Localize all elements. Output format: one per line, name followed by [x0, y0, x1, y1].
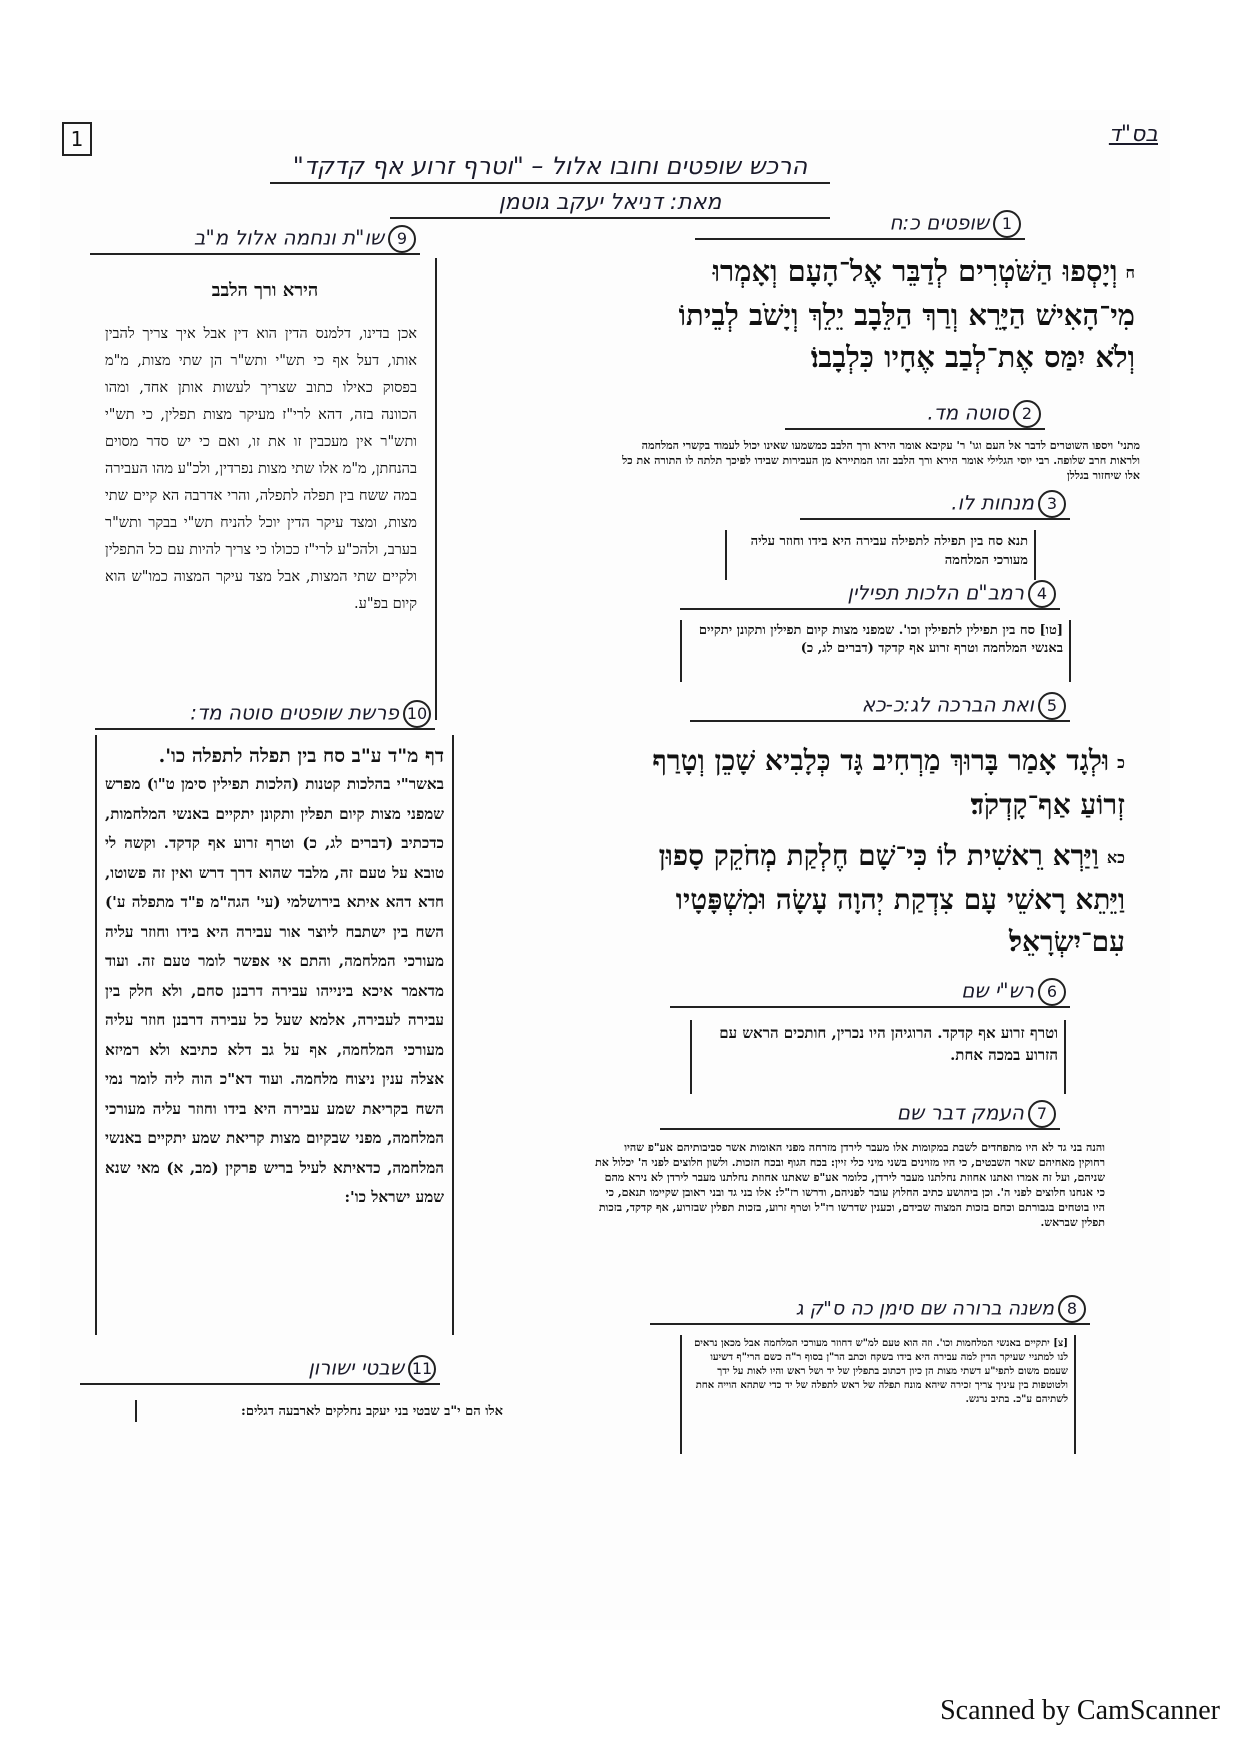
nechama-text: אכן בדינו, דלמנס הדין הוא דין אבל איך צריך להבין אותו, דעל אף כי תש"י ותש"ר הן שתי מצות, מ"מ בפסוק כאילו כתוב שצריך לעשות אותן אחד, ומהו הכוונה בזה, דהא לרי"ז מעיקר מצות תפלין, כי תש"י ותש"ר אין מעכבין זו את זו, ואם כי יש סדר מסוים בהנחתן, מ"מ אלו שתי מצות נפרדין, ולכ"ע מהו העבירה במה ששח בין תפלה לתפלה, והרי אדרבה הא קיים שתי מצות, ומצד עיקר הדין יוכל להניח תש"י בבקר ותש"ר בערב, ולהכ"ע לרי"ז ככולו כי צריך להיות עם כל התפלין ולקיים שתי המצות, אבל מצד עיקר המצוה כמו"ש הוא קיום בפ"ע. — [105, 326, 417, 612]
rambam-text: [טו] סח בין תפילין לתפילין וכו'. שמפני מצות קיום תפילין ותקונן יתקיים באנשי המלחמה וטרף זרוע אף קדקד (דברים לג, כ) — [698, 623, 1063, 656]
source-2-heading — [785, 400, 1045, 430]
source-10-heading — [95, 700, 435, 730]
source-7-heading — [660, 1100, 1060, 1130]
mishna-berura-box — [680, 1335, 1076, 1454]
page-subtitle: מאת: דניאל יעקב גוטמן — [390, 190, 830, 219]
source-6-heading — [670, 978, 1070, 1008]
verse-1 — [635, 250, 1135, 378]
page-number: 1 — [70, 127, 84, 151]
haamek-text: והנה בני גד לא היו מתפחדים לשבת במקומות אלו מעבר לירדן מזרחה מפני האומות אשר סביבותיהם אע"פ שהיו רחוקין מאחיהם שאר השבטים, כי היו מזוינים בשני מיני כלי זיין: בכח הגוף ובכח הזכות. ולשון חלוצים לפני ה' יכלול את שניהם, ועל זה אמרו ואתנו אחוזת נחלתנו מעבר לירדן, כלומר אע"פ שאתנו אחוזת נחלתנו מעבר לירדן לא נירא מהם כי אנחנו חלוצים לפני ה'. וכן ביהושע כתיב החלוץ עובר לפניהם, ודרשו רז"ל: אלו בני גד ובני ראובן שקיימו תנאם, כי היו בוטחים בגבורתם וכחם בזכות המצוה שבידם, וכענין שדרשו רז"ל וטרף זרוע, בזכות תפלין שבזרוע, אף קדקד, בזכות תפלין שבראש. — [595, 1141, 1105, 1229]
source-9-heading — [90, 225, 420, 255]
source-7-label: העמק דבר שם — [896, 1100, 1024, 1125]
rambam-box — [680, 620, 1071, 682]
source-3-heading — [800, 490, 1070, 520]
rashi-box — [690, 1020, 1066, 1094]
source-3-number: 3 — [1038, 490, 1066, 518]
verse-3-number: כא — [1106, 847, 1125, 867]
source-2-label: סוטה מד. — [927, 400, 1009, 425]
page-number-box — [62, 122, 92, 156]
parasha-title: דף מ"ד ע"ב סח בין תפלה לתפלה כו'. — [158, 745, 444, 767]
verse-2-block — [600, 740, 1125, 826]
source-1-heading — [695, 210, 1025, 240]
mishna-berura-text: [צ] יתקיים באנשי המלחמות וכו'. וזה הוא טעם למ"ש דחוזר מעורכי המלחמה אבל מכאן נראים לנו למתניי שעיקר הדין למה עבירה היא בידו בשקח וכתב הר"ן בסוף ר"ה כשם הרי"ף דשיעו שעמם משום לתפי"ע דשתי מצות הן כיון דכתוב בתפלין של יד ושל ראש והיו לאות על ידך ולטוטפות בין עיניך צריך זכירה שיהא מונח תפלה של ראש לתפלה של יד כדי שתהא הוייה אחת לשתיהם ע"כ. בתיב נרגש. — [694, 1338, 1068, 1405]
source-5-label: ואת הברכה לג:כ-כא — [861, 692, 1034, 717]
page-title: הרכש שופטים וחובו אלול – "וטרף זרוע אף קדקד" — [270, 152, 830, 184]
menachot-text: תנא סח בין תפילה לתפילה עבירה היא בידו וחוזר עליה מעורכי המלחמה — [750, 534, 1028, 568]
verse-3-text: וַיַּרְא רֵאשִׁית לוֹ כִּי־שָׁם חֶלְקַת מְחֹקֵק סָפוּן וַיֵּתֵא רָאשֵׁי עָם צִדְקַת יְהוָה עָשָׂה וּמִשְׁפָּטָיו עִם־יִשְׂרָאֵל׃ — [658, 839, 1125, 958]
shivtei-text: אלו הם י"ב שבטי בני יעקב נחלקים לארבעה דגלים: — [135, 1400, 509, 1422]
source-9-label: שו"ת ונחמה אלול מ"ב — [193, 225, 384, 250]
verse-2 — [600, 740, 1125, 826]
parasha-text: באשר"י בהלכות קטנות (הלכות תפילין סימן ט"ו) מפרש שמפני מצות קיום תפלין ותקונן יתקיים באנשי המלחמות, כדכתיב (דברים לג, כ) וטרף זרוע אף קדקד. וקשה לי טובא על טעם זה, מלבד שהוא דרך דרש ואין זה פשוטו, חדא דהא איתא בירושלמי (עי' הגה"מ פ"ד מתפלה ע') השח בין ישתבח ליוצר אור עבירה היא בידו וחוזר עליה מעורכי המלחמה, והתם אי אפשר לומר טעם זה. ועוד מדאמר איכא בינייהו עבירה דרבנן סחם, ולא חלק בין עבירה לעבירה, אלמא שעל כל עבירה דרבנן חוזר עליה מעורכי המלחמה, אף על גב דלא כתיבא ולא רמיזא אצלה ענין ניצוח מלחמה. ועוד דא"כ הוה ליה לומר נמי השח בקריאת שמע עבירה היא בידו וחוזר עליה מעורכי המלחמה, מפני שבקיום מצות קריאת שמע יתקיים באנשי המלחמה, כדאיתא לעיל בריש פרקין (מב, א) מאי שנא שמע ישראל כו': — [105, 775, 444, 1206]
verse-1-block — [635, 250, 1135, 378]
source-11-heading — [80, 1355, 440, 1385]
source-4-label: רמב"ם הלכות תפילין — [847, 580, 1024, 605]
source-10-number: 10 — [403, 700, 431, 728]
nechama-title: הירא ורך הלבב — [211, 280, 319, 301]
source-4-number: 4 — [1028, 580, 1056, 608]
source-8-number: 8 — [1058, 1295, 1086, 1323]
nechama-box — [95, 258, 437, 720]
menachot-box — [725, 530, 1036, 580]
source-11-number: 11 — [408, 1355, 436, 1383]
scanner-watermark: Scanned by CamScanner — [940, 1695, 1220, 1726]
verse-3-block — [600, 835, 1125, 963]
source-5-heading — [690, 692, 1070, 722]
source-4-heading — [680, 580, 1060, 610]
rashi-text: וטרף זרוע אף קדקד. הרוגיהן היו נכרין, חותכים הראש עם הזרוע במכה אחת. — [719, 1024, 1058, 1064]
source-6-number: 6 — [1038, 978, 1066, 1006]
parasha-box — [95, 735, 454, 1335]
source-1-label: שופטים כ:ח — [889, 210, 989, 235]
verse-1-number: ח — [1125, 263, 1135, 282]
sota-text: מתני' ויספו השוטרים לדבר אל העם וגו' ר' עקיבא אומר הירא ורך הלבב כמשמעו שאינו יכול לעמוד בקשרי המלחמה ולראות חרב שלופה. רבי יוסי הגלילי אומר הירא ורך הלבב זהו המתיירא מן העבירות שבידו לפיכך תלתה לו התורה את כל אלו שיחזור בגללן — [622, 439, 1140, 482]
verse-3 — [600, 835, 1125, 963]
source-11-label: שבטי ישורון — [308, 1355, 404, 1380]
verse-1-text: וְיָסְפוּ הַשֹּׁטְרִים לְדַבֵּר אֶל־הָעָם וְאָמְרוּ מִי־הָאִישׁ הַיָּרֵא וְרַךְ הַלֵּבָב יֵלֵךְ וְיָשֹׁב לְבֵיתוֹ וְלֹא יִמַּס אֶת־לְבַב אֶחָיו כִּלְבָבוֹ׃ — [678, 254, 1135, 374]
source-10-label: פרשת שופטים סוטה מד: — [190, 700, 399, 725]
verse-2-number: כ — [1117, 752, 1125, 772]
source-8-heading — [650, 1295, 1090, 1325]
bsd-mark: בס"ד — [1108, 122, 1158, 147]
source-3-label: מנחות לו. — [951, 490, 1034, 515]
source-1-number: 1 — [993, 210, 1021, 238]
scanned-page — [40, 110, 1170, 1630]
source-8-label: משנה ברורה שם סימן כה ס"ק ג — [795, 1297, 1054, 1320]
source-7-number: 7 — [1028, 1100, 1056, 1128]
source-5-number: 5 — [1038, 692, 1066, 720]
source-9-number: 9 — [388, 225, 416, 253]
source-2-number: 2 — [1013, 400, 1041, 428]
source-6-label: רש"י שם — [961, 978, 1034, 1003]
verse-2-text: וּלְגָד אָמַר בָּרוּךְ מַרְחִיב גָּד כְּלָבִיא שָׁכֵן וְטָרַף זְרוֹעַ אַף־קָדְקֹד׃ — [652, 744, 1125, 821]
